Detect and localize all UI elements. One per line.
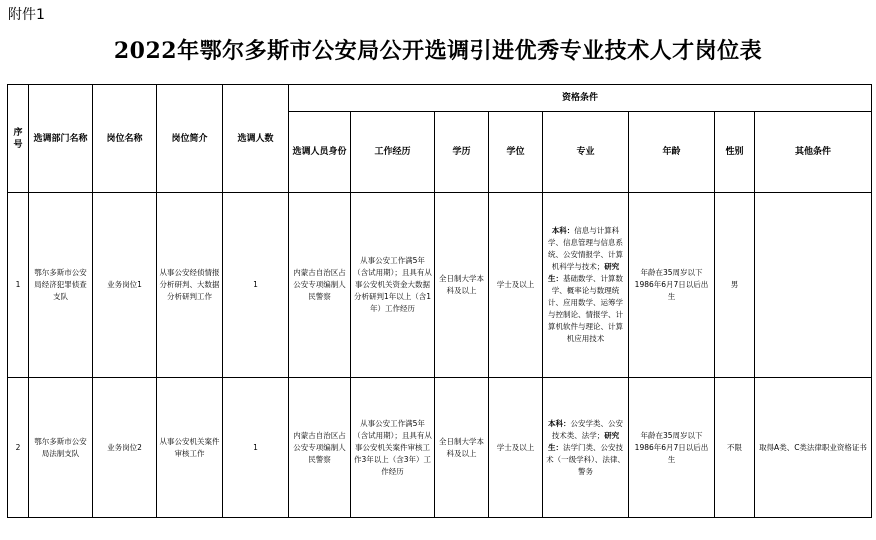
major-ug-label: 本科： [551,226,575,235]
cell-post-desc: 从事公安机关案件审核工作 [157,378,223,518]
cell-post-desc: 从事公安经侦情报分析研判、大数据分析研判工作 [157,193,223,378]
header-education: 学历 [435,112,489,193]
header-row-top [8,85,872,112]
header-gender: 性别 [715,112,755,193]
cell-seq: 2 [8,378,29,518]
cell-experience: 从事公安工作满5年（含试用期）；且具有从事公安机关案件审核工作3年以上（含3年）工作经历 [351,378,435,518]
positions-table [7,84,872,518]
major-pg-label: 研究生： [548,262,620,283]
cell-major [543,378,629,518]
cell-gender: 男 [715,193,755,378]
major-pg-label: 研究生： [548,430,620,452]
cell-count: 1 [223,378,289,518]
major-pg: 基础数学、计算数学、概率论与数理统计、应用数学、运筹学与控制论、情报学、计算机软件与理论、计算机应用技术 [548,274,623,343]
cell-education: 全日制大学本科及以上 [435,378,489,518]
cell-post-name: 业务岗位1 [93,193,157,378]
header-other: 其他条件 [755,112,872,193]
cell-count: 1 [223,193,289,378]
major-pg: 法学门类、公安技术（一级学科）、法律、警务 [546,442,625,476]
major-ug-label: 本科： [548,418,571,428]
cell-age: 年龄在35周岁以下1986年6月7日以后出生 [629,378,715,518]
document-title: 2022年鄂尔多斯市公安局公开选调引进优秀专业技术人才岗位表 [113,38,763,64]
cell-other [755,193,872,378]
header-qualifications: 资格条件 [289,85,872,112]
cell-major [543,193,629,378]
cell-degree: 学士及以上 [489,193,543,378]
major-ug: 公安学类、公安技术类、法学； [551,418,623,440]
header-seq: 序号 [8,85,29,193]
header-dept: 选调部门名称 [29,85,93,193]
cell-gender: 不限 [715,378,755,518]
header-major: 专业 [543,112,629,193]
cell-dept: 鄂尔多斯市公安局经济犯罪侦查支队 [29,193,93,378]
cell-experience: 从事公安工作满5年（含试用期）；且具有从事公安机关资金大数据分析研判1年以上（含1年）工作经历 [351,193,435,378]
table-row [8,378,872,518]
cell-education: 全日制大学本科及以上 [435,193,489,378]
header-identity: 选调人员身份 [289,112,351,193]
cell-seq: 1 [8,193,29,378]
header-age: 年龄 [629,112,715,193]
table-row [8,193,872,378]
major-ug: 信息与计算科学、信息管理与信息系统、公安情报学、计算机科学与技术； [548,226,623,271]
cell-other: 取得A类、C类法律职业资格证书 [755,378,872,518]
cell-degree: 学士及以上 [489,378,543,518]
cell-age: 年龄在35周岁以下1986年6月7日以后出生 [629,193,715,378]
attachment-label: 附件1 [8,7,45,23]
cell-identity: 内蒙古自治区占公安专项编制人民警察 [289,193,351,378]
header-post-name: 岗位名称 [93,85,157,193]
header-count: 选调人数 [223,85,289,193]
cell-dept: 鄂尔多斯市公安局法制支队 [29,378,93,518]
header-experience: 工作经历 [351,112,435,193]
cell-identity: 内蒙古自治区占公安专项编制人民警察 [289,378,351,518]
cell-post-name: 业务岗位2 [93,378,157,518]
header-degree: 学位 [489,112,543,193]
header-post-desc: 岗位简介 [157,85,223,193]
